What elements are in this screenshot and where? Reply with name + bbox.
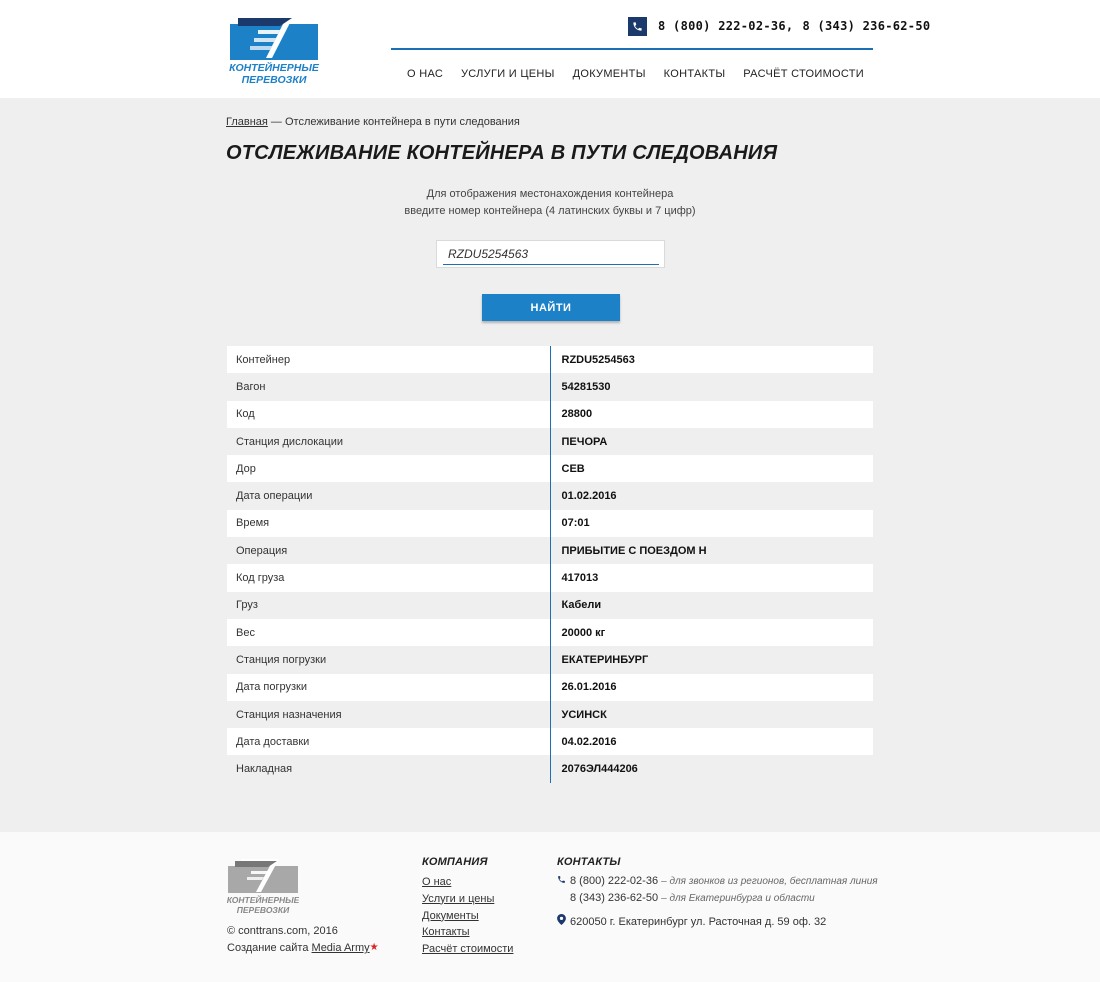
company-links bbox=[422, 874, 513, 958]
table-row bbox=[227, 674, 873, 701]
logo-text-line1: КОНТЕЙНЕРНЫЕ bbox=[229, 62, 319, 74]
breadcrumb-home-link[interactable]: Главная bbox=[226, 116, 268, 128]
footer-phone-1-note: – для звонков из регионов, бесплатная линия bbox=[661, 876, 878, 887]
result-value: 417013 bbox=[550, 564, 873, 591]
page-title: ОТСЛЕЖИВАНИЕ КОНТЕЙНЕРА В ПУТИ СЛЕДОВАНИЯ bbox=[226, 142, 778, 164]
table-row bbox=[227, 510, 873, 537]
search-hint-line-2: введите номер контейнера (4 латинских буквы и 7 цифр) bbox=[404, 205, 696, 217]
footer-phone-1[interactable]: 8 (800) 222-02-36 bbox=[570, 875, 659, 887]
table-row bbox=[227, 346, 873, 373]
footer-link-calculation[interactable]: Расчёт стоимости bbox=[422, 943, 514, 956]
made-by-prefix: Создание сайта bbox=[227, 942, 312, 954]
footer-link-services[interactable]: Услуги и цены bbox=[422, 892, 495, 905]
site-footer bbox=[0, 832, 1100, 982]
nav-item-documents[interactable]: ДОКУМЕНТЫ bbox=[572, 68, 646, 80]
result-value: 04.02.2016 bbox=[550, 728, 873, 755]
breadcrumb-separator: — bbox=[267, 116, 285, 128]
result-label: Вагон bbox=[227, 373, 550, 400]
table-row bbox=[227, 455, 873, 482]
result-label: Накладная bbox=[227, 755, 550, 782]
site-logo[interactable] bbox=[228, 14, 320, 86]
table-row bbox=[227, 564, 873, 591]
footer-phone-2[interactable]: 8 (343) 236-62-50 bbox=[570, 892, 659, 904]
table-row bbox=[227, 537, 873, 564]
result-label: Дата погрузки bbox=[227, 674, 550, 701]
footer-logo-text-line2: ПЕРЕВОЗКИ bbox=[236, 905, 290, 914]
table-row bbox=[227, 592, 873, 619]
star-icon: ★ bbox=[369, 942, 379, 953]
nav-divider bbox=[391, 48, 873, 50]
nav-item-contacts[interactable]: КОНТАКТЫ bbox=[663, 68, 726, 80]
footer-phone-1-line bbox=[557, 875, 878, 887]
result-label: Станция погрузки bbox=[227, 646, 550, 673]
footer-link-about[interactable]: О нас bbox=[422, 876, 452, 888]
header-phones bbox=[628, 16, 930, 36]
table-row bbox=[227, 401, 873, 428]
contacts-heading: КОНТАКТЫ bbox=[557, 856, 621, 868]
main-nav bbox=[391, 68, 873, 80]
footer-address-line bbox=[557, 914, 826, 928]
result-label: Контейнер bbox=[227, 346, 550, 373]
footer-logo-text-line1: КОНТЕЙНЕРНЫЕ bbox=[227, 895, 299, 905]
table-row bbox=[227, 619, 873, 646]
copyright: © conttrans.com, 2016 bbox=[227, 925, 338, 937]
result-label: Код bbox=[227, 401, 550, 428]
result-value: 28800 bbox=[550, 401, 873, 428]
made-by-link[interactable]: Media Army bbox=[311, 942, 370, 954]
result-value: ЕКАТЕРИНБУРГ bbox=[550, 646, 873, 673]
nav-item-calculation[interactable]: РАСЧЁТ СТОИМОСТИ bbox=[743, 68, 864, 80]
result-label: Груз bbox=[227, 592, 550, 619]
result-value: RZDU5254563 bbox=[550, 346, 873, 373]
search-hint-line-1: Для отображения местонахождения контейнера bbox=[426, 188, 674, 200]
result-label: Дата операции bbox=[227, 482, 550, 509]
table-row bbox=[227, 728, 873, 755]
result-value: 26.01.2016 bbox=[550, 674, 873, 701]
phone-icon bbox=[628, 17, 647, 36]
footer-phone-2-line bbox=[570, 892, 815, 904]
table-row bbox=[227, 373, 873, 400]
result-label: Станция дислокации bbox=[227, 428, 550, 455]
breadcrumb bbox=[226, 116, 520, 128]
result-label: Станция назначения bbox=[227, 701, 550, 728]
company-heading: КОМПАНИЯ bbox=[422, 856, 488, 868]
result-label: Дор bbox=[227, 455, 550, 482]
table-row bbox=[227, 755, 873, 782]
result-value: 54281530 bbox=[550, 373, 873, 400]
find-button[interactable]: НАЙТИ bbox=[482, 294, 620, 321]
site-header bbox=[0, 0, 1100, 98]
logo-text-line2: ПЕРЕВОЗКИ bbox=[241, 74, 307, 86]
header-phone-1[interactable]: 8 (800) 222-02-36, bbox=[658, 19, 794, 33]
header-phone-2[interactable]: 8 (343) 236-62-50 bbox=[802, 19, 931, 33]
footer-logo[interactable] bbox=[227, 858, 299, 914]
result-value: 20000 кг bbox=[550, 619, 873, 646]
footer-link-documents[interactable]: Документы bbox=[422, 909, 479, 922]
footer-link-contacts[interactable]: Контакты bbox=[422, 926, 470, 939]
table-row bbox=[227, 482, 873, 509]
result-value: УСИНСК bbox=[550, 701, 873, 728]
result-value: Кабели bbox=[550, 592, 873, 619]
search-hint bbox=[380, 186, 720, 220]
container-search-box bbox=[436, 240, 665, 268]
result-label: Время bbox=[227, 510, 550, 537]
map-pin-icon bbox=[557, 914, 567, 928]
result-value: 2076ЭЛ444206 bbox=[550, 755, 873, 782]
result-label: Вес bbox=[227, 619, 550, 646]
table-row bbox=[227, 646, 873, 673]
footer-phone-2-note: – для Екатеринбурга и области bbox=[661, 893, 815, 904]
result-value: ПРИБЫТИЕ С ПОЕЗДОМ Н bbox=[550, 537, 873, 564]
result-label: Операция bbox=[227, 537, 550, 564]
footer-address: 620050 г. Екатеринбург ул. Расточная д. 59 оф. 32 bbox=[570, 916, 827, 928]
main-content bbox=[0, 98, 1100, 832]
made-by bbox=[227, 942, 379, 954]
result-value: 07:01 bbox=[550, 510, 873, 537]
tracking-result-table bbox=[227, 346, 873, 783]
table-row bbox=[227, 701, 873, 728]
result-value: ПЕЧОРА bbox=[550, 428, 873, 455]
result-value: СЕВ bbox=[550, 455, 873, 482]
result-label: Код груза bbox=[227, 564, 550, 591]
result-value: 01.02.2016 bbox=[550, 482, 873, 509]
container-number-input[interactable] bbox=[443, 243, 659, 265]
result-label: Дата доставки bbox=[227, 728, 550, 755]
nav-item-about[interactable]: О НАС bbox=[407, 68, 444, 80]
phone-icon bbox=[557, 875, 567, 887]
breadcrumb-current: Отслеживание контейнера в пути следования bbox=[285, 116, 520, 128]
nav-item-services[interactable]: УСЛУГИ И ЦЕНЫ bbox=[461, 68, 555, 80]
table-row bbox=[227, 428, 873, 455]
